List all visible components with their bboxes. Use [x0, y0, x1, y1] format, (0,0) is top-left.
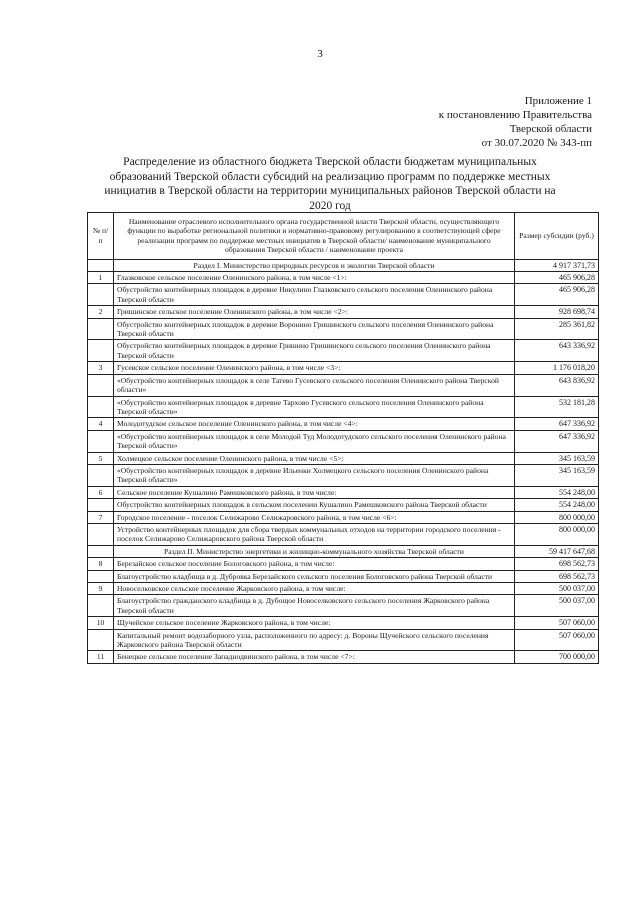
- municipality-row: [88, 306, 599, 318]
- row-amount: 800 000,00: [515, 523, 599, 545]
- row-number: 3: [88, 362, 114, 374]
- project-row: [88, 430, 599, 452]
- row-amount: 507 060,00: [515, 617, 599, 629]
- row-number: 6: [88, 486, 114, 498]
- row-description: Обустройство контейнерных площадок в деревне Никулино Глазковского сельского поселения Оленинского района Тверской области: [114, 284, 515, 306]
- row-description: Благоустройство кладбища в д. Дубровка Березайского сельского поселения Бологовского района Тверской области: [114, 570, 515, 582]
- row-description: Бенецкое сельское поселение Западнодвинского района, в том числе <7>:: [114, 651, 515, 663]
- row-description: Новоселковское сельское поселение Жарковского района, в том числе:: [114, 583, 515, 595]
- row-number: [88, 499, 114, 511]
- page-number: 3: [317, 48, 323, 60]
- row-amount: 532 181,28: [515, 396, 599, 418]
- row-description: «Обустройство контейнерных площадок в деревне Ильенки Холмецкого сельского поселения Оленинского района Тверской области»: [114, 464, 515, 486]
- row-description: Молодотудское сельское поселение Оленинского района, в том числе <4>:: [114, 418, 515, 430]
- row-number: 4: [88, 418, 114, 430]
- subsidy-table: [87, 212, 599, 664]
- row-amount: 698 562,73: [515, 558, 599, 570]
- row-number: [88, 340, 114, 362]
- row-number: [88, 430, 114, 452]
- row-number: 7: [88, 511, 114, 523]
- row-number: 5: [88, 452, 114, 464]
- appendix-line-4: от 30.07.2020 № 343-пп: [481, 137, 592, 149]
- project-row: [88, 464, 599, 486]
- municipality-row: [88, 511, 599, 523]
- row-number: 1: [88, 272, 114, 284]
- project-row: [88, 374, 599, 396]
- project-row: [88, 629, 599, 651]
- project-row: [88, 284, 599, 306]
- row-amount: 647 336,92: [515, 418, 599, 430]
- section-row: [88, 545, 599, 557]
- row-description: Обустройство контейнерных площадок в сельском поселении Кушалино Рамешковского района Тверской области: [114, 499, 515, 511]
- document-title: Распределение из областного бюджета Тверской области бюджетам муниципальных образований Тверской области субсидий на реализацию программ по поддержке местных инициатив в Тверской области на территории муниципальных районов Тверской области на 2020 год: [104, 156, 556, 212]
- header-num: № п/п: [88, 213, 114, 260]
- header-amount: Размер субсидии (руб.): [515, 213, 599, 260]
- project-row: [88, 523, 599, 545]
- municipality-row: [88, 617, 599, 629]
- municipality-row: [88, 418, 599, 430]
- section-row: [88, 259, 599, 271]
- row-description: Гришинское сельское поселение Оленинского района, в том числе <2>:: [114, 306, 515, 318]
- row-amount: 643 836,92: [515, 374, 599, 396]
- appendix-line-3: Тверской области: [509, 123, 592, 135]
- row-description: Обустройство контейнерных площадок в деревне Гришино Гришинского сельского поселения Оленинского района Тверской области: [114, 340, 515, 362]
- row-number: 10: [88, 617, 114, 629]
- row-number: [88, 464, 114, 486]
- project-row: [88, 595, 599, 617]
- row-number: 2: [88, 306, 114, 318]
- appendix-line-2: к постановлению Правительства: [438, 109, 592, 121]
- row-amount: 647 336,92: [515, 430, 599, 452]
- appendix-line-1: Приложение 1: [524, 95, 592, 107]
- row-description: Гусевское сельское поселение Оленинского района, в том числе <3>:: [114, 362, 515, 374]
- row-amount: 928 698,74: [515, 306, 599, 318]
- row-description: Сельское поселение Кушалино Рамешковского района, в том числе:: [114, 486, 515, 498]
- row-description: «Обустройство контейнерных площадок в селе Татево Гусевского сельского поселения Оленинского района Тверской области»: [114, 374, 515, 396]
- row-description: Устройство контейнерных площадок для сбора твердых коммунальных отходов на территории городского поселения - поселок Селижарово Селижаровского района Тверской области: [114, 523, 515, 545]
- row-description: «Обустройство контейнерных площадок в деревне Тархово Гусевского сельского поселения Оленинского района Тверской области»: [114, 396, 515, 418]
- row-amount: 4 917 371,73: [515, 259, 599, 271]
- row-amount: 1 176 018,20: [515, 362, 599, 374]
- row-amount: 500 037,00: [515, 595, 599, 617]
- row-number: [88, 545, 114, 557]
- row-amount: 507 060,00: [515, 629, 599, 651]
- section-title: Раздел II. Министерство энергетики и жилищно-коммунального хозяйства Тверской области: [114, 545, 515, 557]
- municipality-row: [88, 651, 599, 663]
- section-title: Раздел I. Министерство природных ресурсов и экологии Тверской области: [114, 259, 515, 271]
- project-row: [88, 396, 599, 418]
- row-amount: 700 000,00: [515, 651, 599, 663]
- municipality-row: [88, 486, 599, 498]
- row-description: Холмецкое сельское поселение Оленинского района, в том числе <5>:: [114, 452, 515, 464]
- row-number: 8: [88, 558, 114, 570]
- row-amount: 465 906,28: [515, 284, 599, 306]
- row-description: Капитальный ремонт водозаборного узла, расположенного по адресу: д. Вороны Щучейского сельского поселения Жарковского района Тверской области: [114, 629, 515, 651]
- municipality-row: [88, 583, 599, 595]
- row-number: 9: [88, 583, 114, 595]
- row-number: [88, 629, 114, 651]
- row-amount: 698 562,73: [515, 570, 599, 582]
- row-number: [88, 374, 114, 396]
- project-row: [88, 340, 599, 362]
- municipality-row: [88, 558, 599, 570]
- municipality-row: [88, 452, 599, 464]
- row-amount: 554 248,00: [515, 486, 599, 498]
- row-number: [88, 396, 114, 418]
- row-description: Обустройство контейнерных площадок в деревне Воронино Гришинского сельского поселения Оленинского района Тверской области: [114, 318, 515, 340]
- row-amount: 554 248,00: [515, 499, 599, 511]
- row-number: [88, 284, 114, 306]
- row-amount: 500 037,00: [515, 583, 599, 595]
- table-header-row: [88, 213, 599, 260]
- row-amount: 643 336,92: [515, 340, 599, 362]
- municipality-row: [88, 362, 599, 374]
- row-description: Щучейское сельское поселение Жарковского района, в том числе:: [114, 617, 515, 629]
- row-amount: 345 163,59: [515, 452, 599, 464]
- row-description: Благоустройство гражданского кладбища в д. Дубощое Новоселковского сельского поселения Жарковского района Тверской области: [114, 595, 515, 617]
- municipality-row: [88, 272, 599, 284]
- appendix-block: [439, 94, 592, 150]
- row-amount: 285 361,82: [515, 318, 599, 340]
- row-number: [88, 595, 114, 617]
- project-row: [88, 499, 599, 511]
- row-number: [88, 259, 114, 271]
- row-amount: 345 163,59: [515, 464, 599, 486]
- row-number: [88, 570, 114, 582]
- project-row: [88, 318, 599, 340]
- row-description: Глазковское сельское поселение Оленинского района, в том числе <1>:: [114, 272, 515, 284]
- row-number: 11: [88, 651, 114, 663]
- row-description: «Обустройство контейнерных площадок в селе Молодой Туд Молодотудского сельского поселения Оленинского района Тверской области»: [114, 430, 515, 452]
- project-row: [88, 570, 599, 582]
- row-amount: 59 417 647,68: [515, 545, 599, 557]
- row-number: [88, 318, 114, 340]
- row-number: [88, 523, 114, 545]
- row-amount: 465 906,28: [515, 272, 599, 284]
- row-amount: 800 000,00: [515, 511, 599, 523]
- row-description: Городское поселение - поселок Селижарово Селижаровского района, в том числе <6>:: [114, 511, 515, 523]
- header-name: Наименование отраслевого исполнительного органа государственной власти Тверской области, осуществляющего функции по выработке региональной политики и нормативно-правовому регулированию в соответствующей сфере реализации программ по поддержке местных инициатив в Тверской области/ наименование муниципального образования Тверской области / наименование проекта: [114, 213, 515, 260]
- row-description: Березайское сельское поселение Бологовского района, в том числе:: [114, 558, 515, 570]
